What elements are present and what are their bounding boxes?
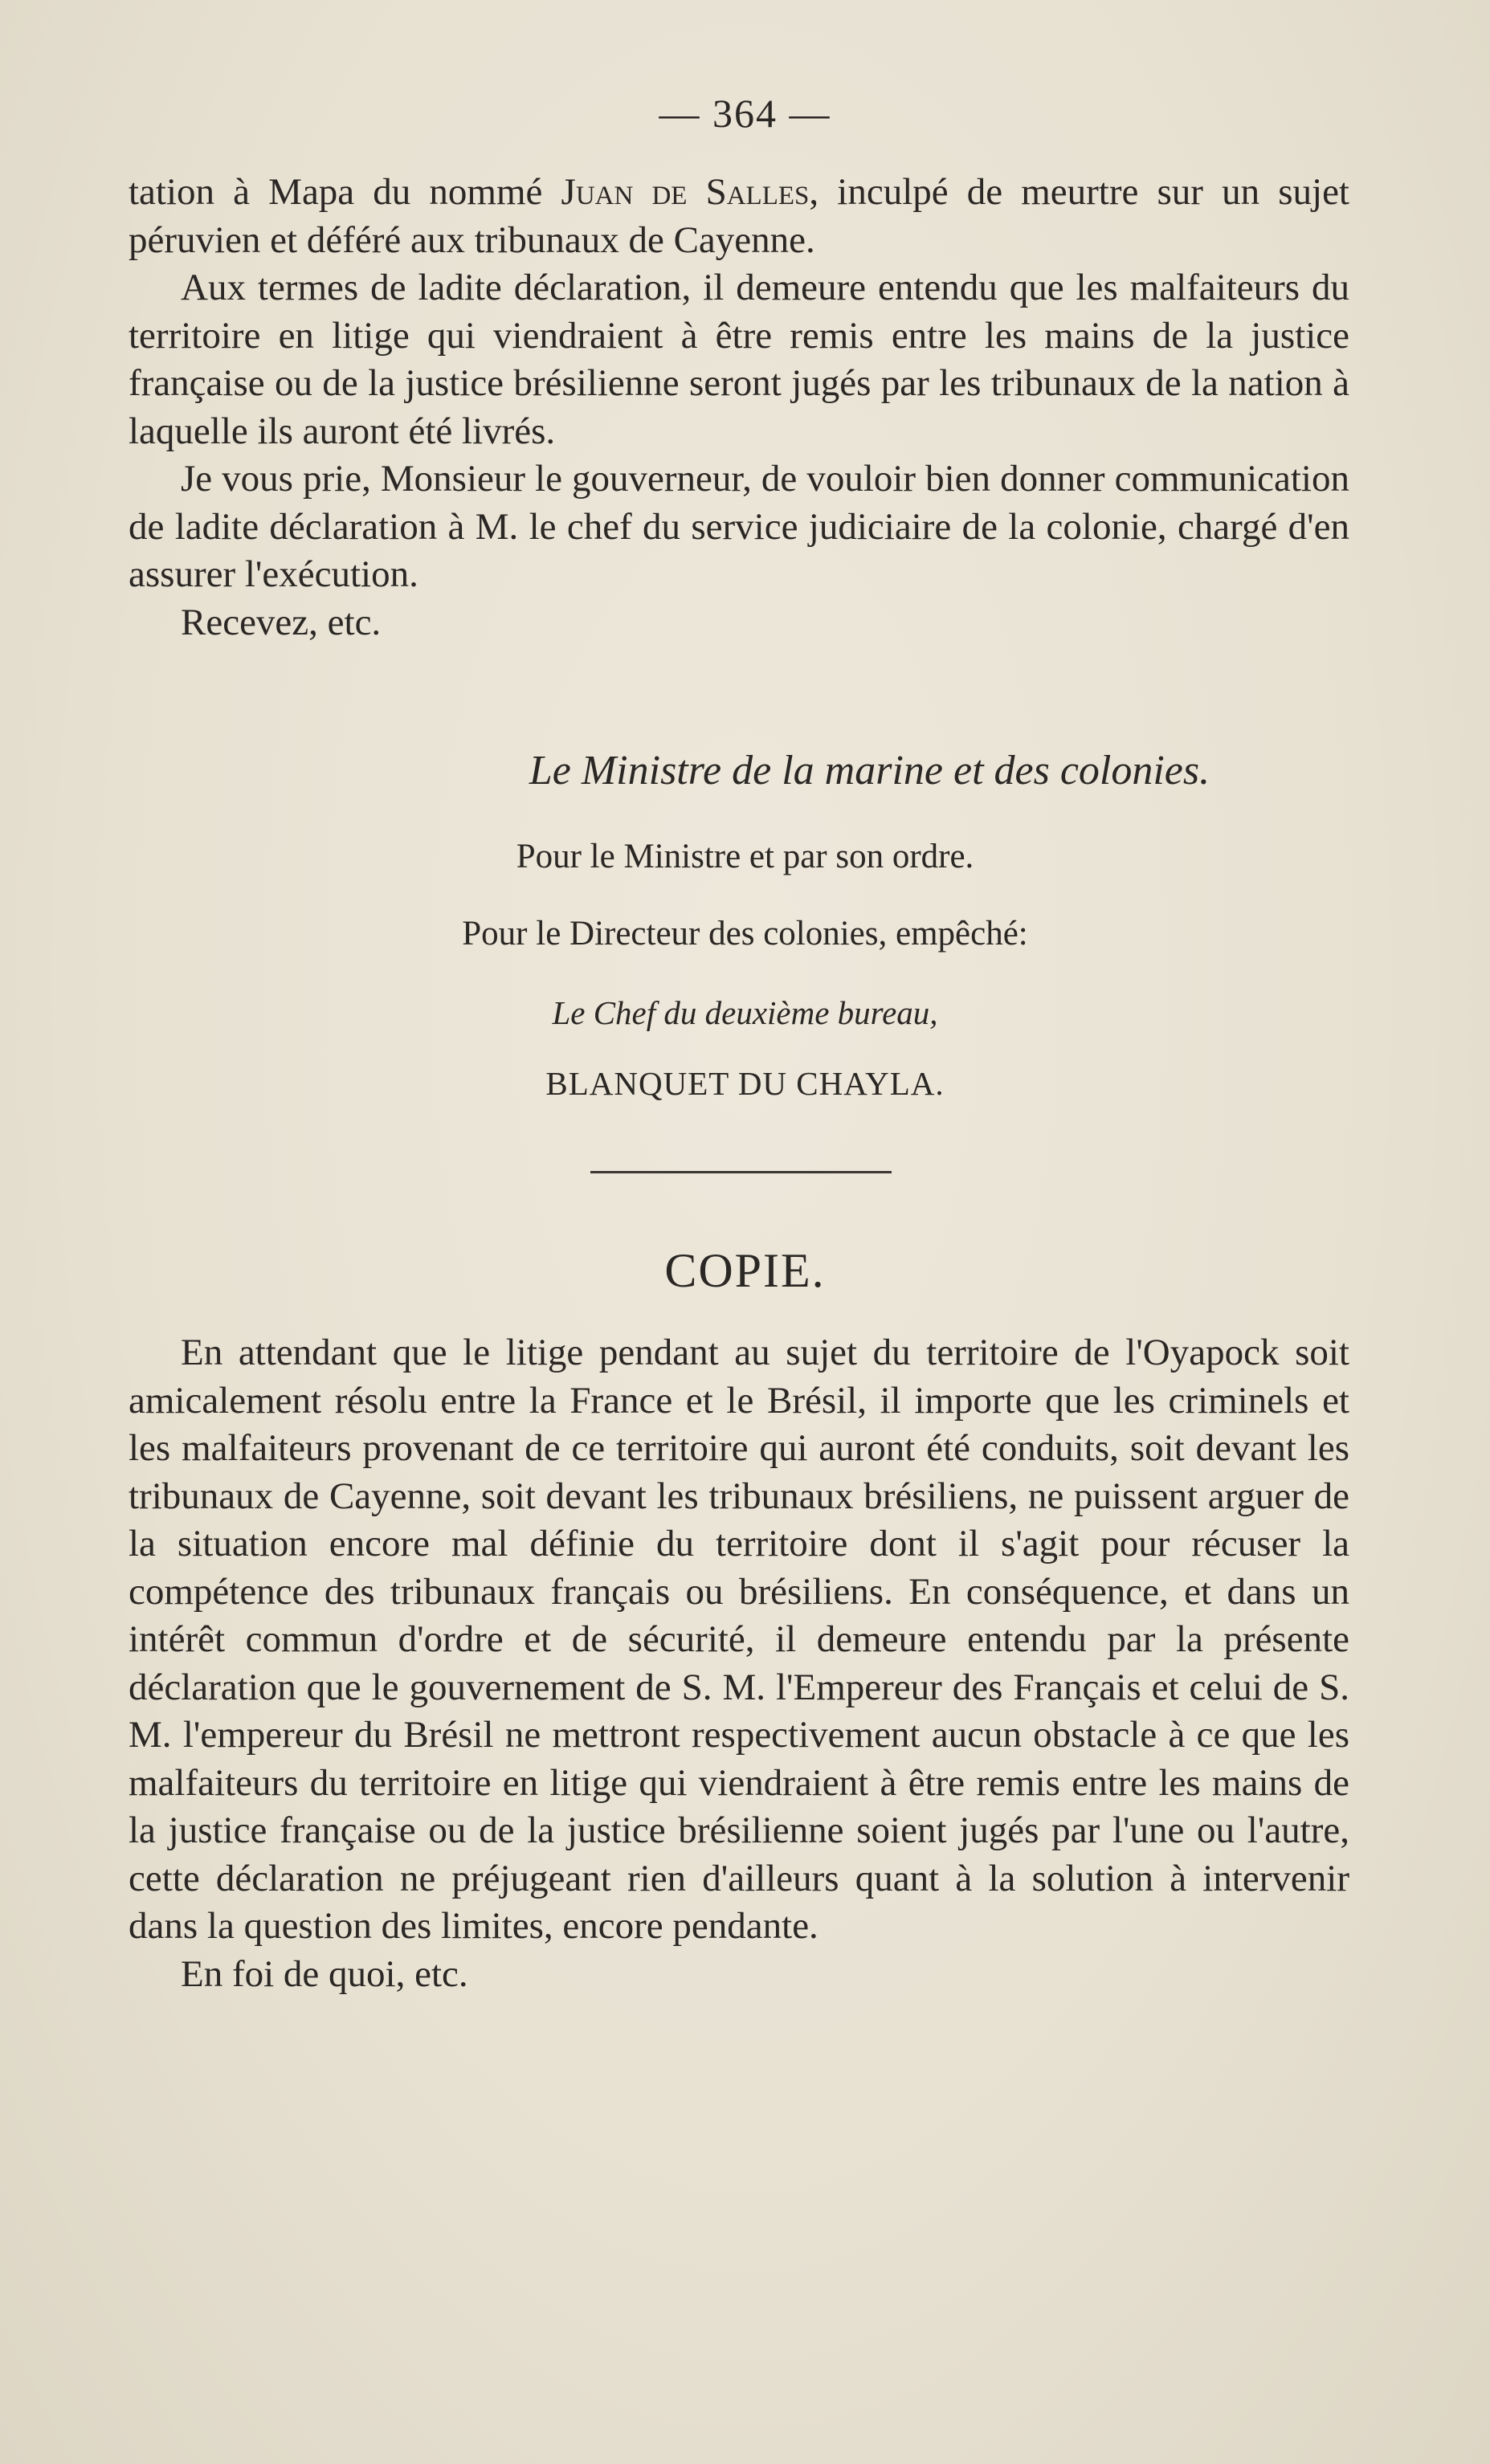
person-name: Juan de Salles (561, 171, 810, 213)
signature-name: BLANQUET DU CHAYLA. (545, 1065, 945, 1102)
signature-minister: Le Ministre de la marine et des colonies. (529, 748, 1210, 793)
signature-director: Pour le Directeur des colonies, empêché: (462, 915, 1028, 953)
copy-body (129, 1329, 1349, 1998)
paragraph-declaration: Aux termes de ladite déclaration, il demeure entendu que les malfaiteurs du territoire en litige qui viendraient à être remis entre les mains de la justice française ou de la justice brésilienne seront jugés par les tribunaux de la nation à laquelle ils auront été livrés. (129, 267, 1349, 452)
letter-body (129, 169, 1349, 647)
copy-heading: COPIE. (664, 1244, 826, 1297)
page-number: — 364 — (659, 91, 831, 136)
section-divider (590, 1171, 892, 1173)
signature-order: Pour le Ministre et par son ordre. (516, 838, 974, 875)
paragraph-request: Je vous prie, Monsieur le gouverneur, de vouloir bien donner communication de ladite déclaration à M. le chef du service judiciaire de la colonie, chargé d'en assurer l'exécution. (129, 458, 1349, 595)
paragraph-continuation: tation à Mapa du nommé Juan de Salles, inculpé de meurtre sur un sujet péruvien et déféré aux tribunaux de Cayenne. (129, 171, 1349, 261)
closing-formula: Recevez, etc. (181, 601, 382, 643)
copy-paragraph: En attendant que le litige pendant au sujet du territoire de l'Oyapock soit amicalement résolu entre la France et le Brésil, il importe que les criminels et les malfaiteurs provenant de ce territoire qui auront été conduits, soit devant les tribunaux de Cayenne, soit devant les tribunaux brésiliens, ne puissent arguer de la situation encore mal définie du territoire dont il s'agit pour récuser la compétence des tribunaux français ou brésiliens. En conséquence, et dans un intérêt commun d'ordre et de sécurité, il demeure entendu par la présente déclaration que le gouvernement de S. M. l'Empereur des Français et celui de S. M. l'empereur du Brésil ne mettront respectivement aucun obstacle à ce que les malfaiteurs du territoire en litige qui viendraient à être remis entre les mains de la justice française ou de la justice brésilienne soient jugés par l'une ou l'autre, cette déclaration ne préjugeant rien d'ailleurs quant à la solution à intervenir dans la question des limites, encore pendante. (129, 1332, 1349, 1947)
copy-closing: En foi de quoi, etc. (181, 1952, 468, 1995)
signature-chef: Le Chef du deuxième bureau, (552, 994, 938, 1031)
